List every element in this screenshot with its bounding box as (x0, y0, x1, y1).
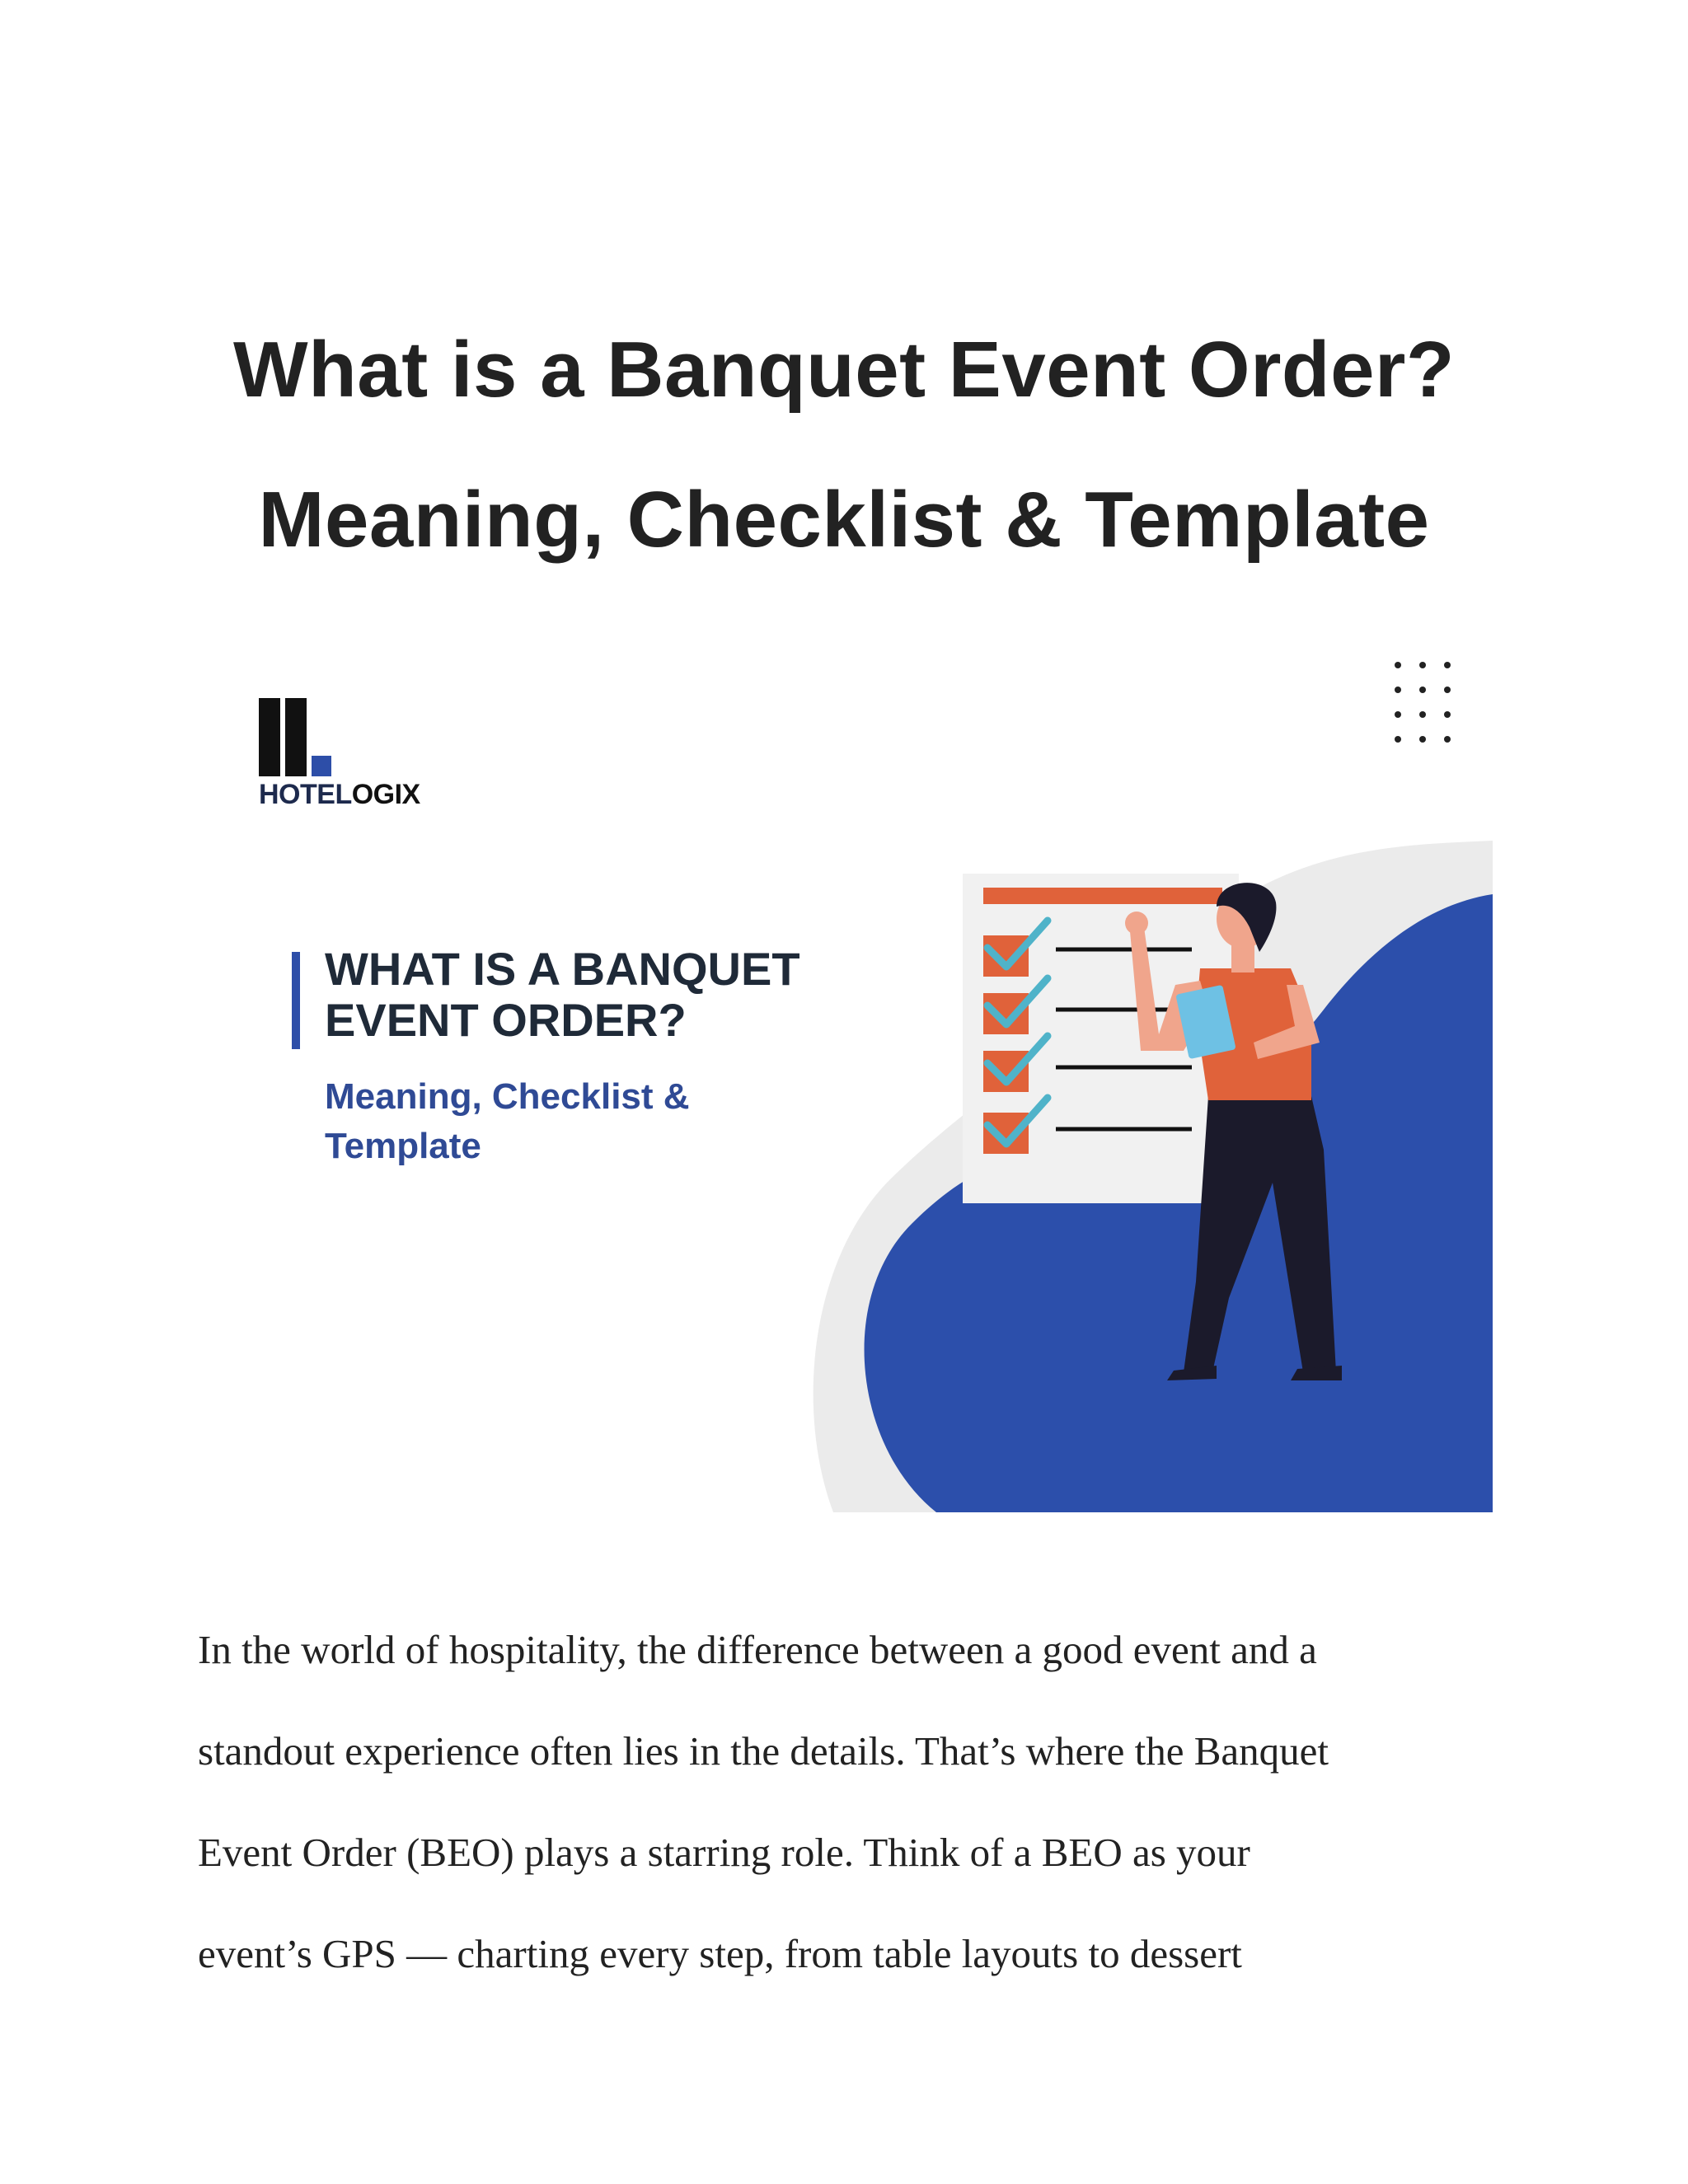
body-line-1: In the world of hospitality, the difference between a good event and a (198, 1627, 1317, 1672)
hero-subheading (325, 1072, 819, 1171)
hotelogix-logo-icon (259, 698, 331, 776)
logo-text-part-1: HOTEL (259, 779, 352, 810)
hero-subheading-line-1: Meaning, Checklist & (325, 1076, 690, 1117)
hero-heading-line-2: EVENT ORDER? (325, 994, 687, 1046)
body-line-2: standout experience often lies in the details. That’s where the Banquet (198, 1728, 1329, 1774)
hero-accent-bar (292, 952, 300, 1049)
dot-grid-icon (1395, 662, 1451, 743)
page-title-line-2: Meaning, Checklist & Template (258, 476, 1430, 565)
body-line-3: Event Order (BEO) plays a starring role. Think of a BEO as your (198, 1830, 1250, 1875)
hotelogix-logo-text (259, 779, 420, 811)
logo-text-part-2: OGIX (351, 779, 420, 810)
hero-image (227, 655, 1493, 1512)
page-title-line-1: What is a Banquet Event Order? (233, 326, 1455, 415)
hero-subheading-line-2: Template (325, 1126, 481, 1166)
article-body-paragraph (198, 1599, 1517, 2004)
hero-heading-line-1: WHAT IS A BANQUET (325, 943, 800, 995)
hero-heading (325, 944, 918, 1046)
body-line-4: event’s GPS — charting every step, from table layouts to dessert (198, 1931, 1242, 1976)
